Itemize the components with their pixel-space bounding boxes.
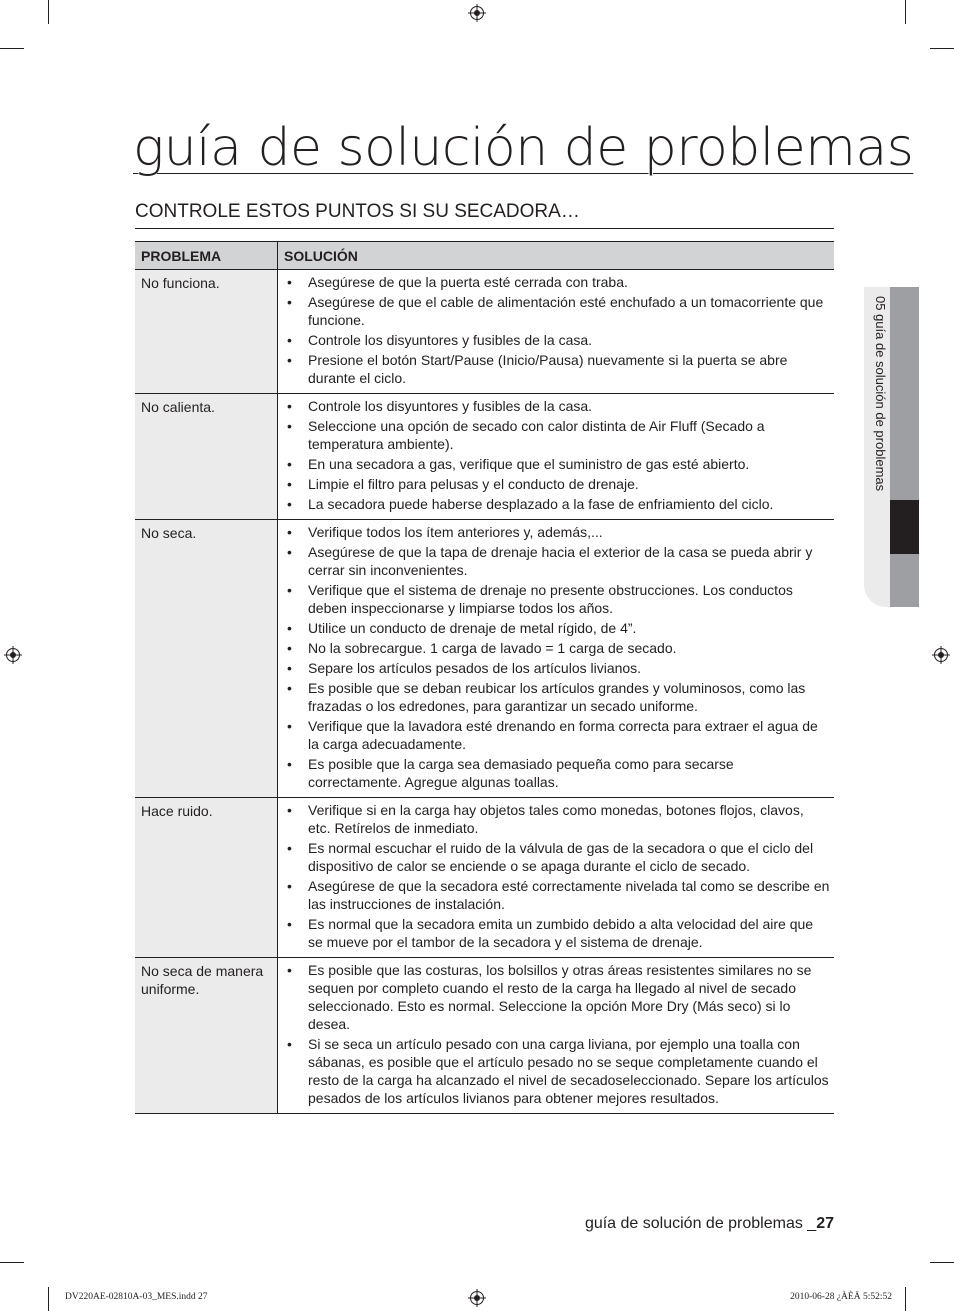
crop-mark-top-left-v (48, 0, 49, 24)
print-slug-file: DV220AE-02810A-03_MES.indd 27 (65, 1292, 208, 1302)
solution-list (278, 523, 830, 791)
table-row (135, 798, 834, 958)
chapter-tab-bar (890, 287, 919, 607)
table-row (135, 958, 834, 1114)
problem-cell: No calienta. (135, 394, 278, 520)
page-footer (585, 1215, 834, 1233)
problem-cell: Hace ruido. (135, 798, 278, 958)
solution-item: • Utilice un conducto de drenaje de metal rígido, de 4”. (278, 619, 830, 637)
solution-cell (278, 270, 835, 394)
page-number: 27 (816, 1215, 834, 1232)
solution-item: • Limpie el filtro para pelusas y el conducto de drenaje. (278, 475, 830, 493)
solution-item: • Asegúrese de que la tapa de drenaje hacia el exterior de la casa se pueda abrir y cerrar sin inconvenientes. (278, 543, 830, 579)
solution-cell (278, 394, 835, 520)
solution-list (278, 273, 830, 387)
solution-item: • Es posible que la carga sea demasiado pequeña como para secarse correctamente. Agregue algunas toallas. (278, 755, 830, 791)
chapter-tab-marker (890, 500, 919, 554)
solution-item: • No la sobrecargue. 1 carga de lavado = 1 carga de secado. (278, 639, 830, 657)
problem-cell: No funciona. (135, 270, 278, 394)
crop-mark-bottom-left-v (48, 1287, 49, 1311)
solution-item: • Seleccione una opción de secado con calor distinta de Air Fluff (Secado a temperatura ambiente). (278, 417, 830, 453)
crop-mark-top-right-h (930, 48, 954, 49)
column-header-solution: SOLUCIÓN (278, 242, 835, 270)
crop-mark-bottom-right-v (905, 1287, 906, 1311)
solution-item: • Verifique todos los ítem anteriores y, además,... (278, 523, 830, 541)
solution-item: • Asegúrese de que la puerta esté cerrada con traba. (278, 273, 830, 291)
solution-item: • Separe los artículos pesados de los artículos livianos. (278, 659, 830, 677)
section-heading: CONTROLE ESTOS PUNTOS SI SU SECADORA… (135, 200, 834, 229)
page-title (133, 112, 913, 184)
solution-item: • Es posible que se deban reubicar los artículos grandes y voluminosos, como las frazadas o los edredones, para garantizar un secado uniforme. (278, 679, 830, 715)
solution-item: • En una secadora a gas, verifique que el suministro de gas esté abierto. (278, 455, 830, 473)
crop-mark-bottom-left-h (0, 1262, 24, 1263)
solution-item: • Es posible que las costuras, los bolsillos y otras áreas resistentes similares no se sequen por completo cuando el resto de la carga ha llegado al nivel de secado seleccionado. Esto es normal. Seleccione la opción More Dry (Más seco) si lo desea. (278, 961, 830, 1033)
solution-cell (278, 958, 835, 1114)
solution-item: • Verifique si en la carga hay objetos tales como monedas, botones flojos, clavos, etc. Retírelos de inmediato. (278, 801, 830, 837)
solution-list (278, 801, 830, 951)
solution-item: • Presione el botón Start/Pause (Inicio/Pausa) nuevamente si la puerta se abre durante el ciclo. (278, 351, 830, 387)
registration-mark-icon (932, 646, 950, 664)
solution-item: • Es normal que la secadora emita un zumbido debido a alta velocidad del aire que se mueve por el tambor de la secadora y el sistema de drenaje. (278, 915, 830, 951)
solution-item: • Si se seca un artículo pesado con una carga liviana, por ejemplo una toalla con sábanas, es posible que el artículo pesado no se seque completamente cuando el resto de la carga ha alcanzado el nivel de secadoseleccionado. Separe los artículos pesados de los artículos livianos para obtener mejores resultados. (278, 1035, 830, 1107)
footer-label: guía de solución de problemas _ (584, 1215, 817, 1232)
table-row (135, 520, 834, 798)
registration-mark-icon (468, 4, 486, 22)
table-row (135, 270, 834, 394)
solution-item: • Asegúrese de que la secadora esté correctamente nivelada tal como se describe en las instrucciones de instalación. (278, 877, 830, 913)
page-title-text: guía de solución de problemas (133, 118, 914, 178)
crop-mark-bottom-right-h (930, 1262, 954, 1263)
table-header-row (135, 242, 834, 270)
solution-item: • La secadora puede haberse desplazado a la fase de enfriamiento del ciclo. (278, 495, 830, 513)
registration-mark-icon (4, 646, 22, 664)
solution-list (278, 961, 830, 1107)
solution-item: • Controle los disyuntores y fusibles de la casa. (278, 331, 830, 349)
solution-item: • Verifique que el sistema de drenaje no presente obstrucciones. Los conductos deben inspeccionarse y limpiarse todos los años. (278, 581, 830, 617)
solution-item: • Controle los disyuntores y fusibles de la casa. (278, 397, 830, 415)
registration-mark-icon (468, 1289, 486, 1307)
problem-cell: No seca. (135, 520, 278, 798)
troubleshooting-table (135, 241, 834, 1114)
crop-mark-top-left-h (0, 48, 24, 49)
crop-mark-top-right-v (905, 0, 906, 24)
solution-cell (278, 520, 835, 798)
solution-item: • Verifique que la lavadora esté drenando en forma correcta para extraer el agua de la carga adecuadamente. (278, 717, 830, 753)
print-slug-date: 2010-06-28 ¿ÀÈÄ 5:52:52 (790, 1292, 892, 1302)
problem-cell: No seca de manera uniforme. (135, 958, 278, 1114)
solution-cell (278, 798, 835, 958)
chapter-tab-label: 05 guía de solución de problemas (873, 296, 888, 492)
column-header-problem: PROBLEMA (135, 242, 278, 270)
solution-list (278, 397, 830, 513)
solution-item: • Es normal escuchar el ruido de la válvula de gas de la secadora o que el ciclo del dispositivo de calor se enciende o se apaga durante el ciclo de secado. (278, 839, 830, 875)
table-row (135, 394, 834, 520)
solution-item: • Asegúrese de que el cable de alimentación esté enchufado a un tomacorriente que funcione. (278, 293, 830, 329)
